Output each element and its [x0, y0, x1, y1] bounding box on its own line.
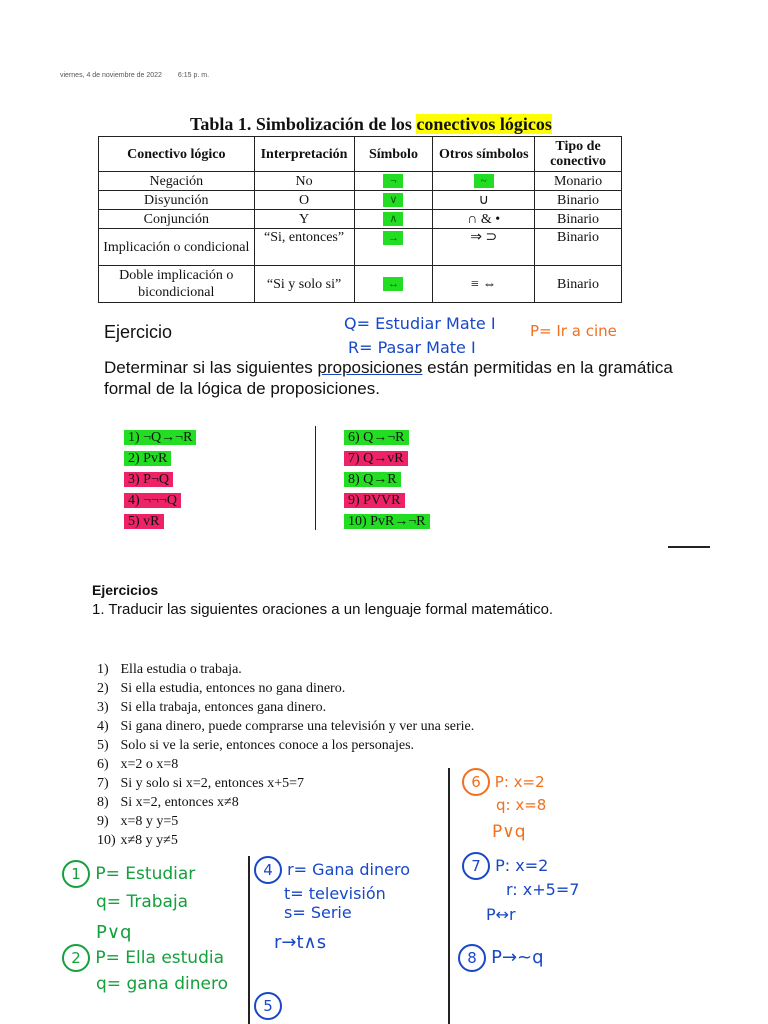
answer-number: 7 — [462, 852, 490, 880]
table-cell: “Si y solo si” — [254, 266, 354, 303]
table-cell: Binario — [535, 210, 622, 229]
list-item — [344, 428, 430, 448]
list-item: 1) Ella estudia o trabaja. — [97, 662, 242, 677]
exercise-item-invalid: 5) vR — [124, 514, 164, 529]
exercise-heading: Ejercicio — [104, 322, 173, 342]
list-item — [124, 470, 196, 490]
table-cell: Binario — [535, 191, 622, 210]
connectives-table — [98, 136, 622, 303]
list-item — [344, 512, 430, 532]
exercise-text-start: Determinar si las siguientes — [104, 358, 318, 377]
symbol-cell: ↔ — [383, 277, 403, 291]
exercises-instruction: 1. Traducir las siguientes oraciones a un lenguaje formal matemático. — [92, 601, 554, 618]
answer-5 — [254, 992, 282, 1020]
table-row — [99, 210, 622, 229]
exercise-item-valid: 6) Q→¬R — [344, 430, 409, 445]
list-item — [124, 449, 196, 469]
table-cell: ∪ — [433, 191, 535, 210]
table-cell: Implicación o condicional — [99, 229, 255, 266]
answer-number: 6 — [462, 768, 490, 796]
table-cell: No — [254, 172, 354, 191]
list-item — [344, 470, 430, 490]
handwritten-note-q: Q= Estudiar Mate I — [344, 314, 496, 333]
table-cell — [354, 172, 433, 191]
ink-stroke — [668, 546, 710, 548]
symbol-cell: ∧ — [383, 212, 403, 226]
exercise-list-left — [124, 428, 196, 533]
table-cell — [354, 266, 433, 303]
table-header: Símbolo — [354, 137, 433, 172]
column-divider — [315, 426, 316, 530]
list-item — [124, 491, 196, 511]
handwritten-note-r: R= Pasar Mate I — [348, 338, 476, 357]
sentence-list — [97, 660, 474, 850]
list-item: 3) Si ella trabaja, entonces gana dinero. — [97, 700, 327, 715]
list-item: 10) x≠8 y y≠5 — [97, 833, 178, 848]
list-item: 6) x=2 o x=8 — [97, 757, 179, 772]
table-cell: Binario — [535, 266, 622, 303]
table-cell: Y — [254, 210, 354, 229]
exercise-item-invalid: 4) ¬¬¬Q — [124, 493, 181, 508]
exercise-item-invalid: 3) P¬Q — [124, 472, 173, 487]
list-item: 2) Si ella estudia, entonces no gana dinero. — [97, 681, 346, 696]
exercise-item-invalid: 9) PVVR — [344, 493, 405, 508]
handwritten-note-p: P= Ir a cine — [530, 322, 617, 340]
list-item: 5) Solo si ve la serie, entonces conoce a los personajes. — [97, 738, 415, 753]
list-item — [124, 428, 196, 448]
answer-number: 8 — [458, 944, 486, 972]
list-item: 8) Si x=2, entonces x≠8 — [97, 795, 239, 810]
exercises-heading: Ejercicios — [92, 582, 159, 598]
ink-divider — [448, 768, 450, 1024]
table-cell: ≡ ⇔ — [433, 266, 535, 303]
table-header: Conectivo lógico — [99, 137, 255, 172]
table-row — [99, 191, 622, 210]
exercise-item-valid: 10) PvR→¬R — [344, 514, 430, 529]
table-cell — [433, 172, 535, 191]
answer-number: 5 — [254, 992, 282, 1020]
note-timestamp — [60, 72, 209, 79]
answer-7: 7 P: x=2 r: x+5=7 P↔r — [462, 852, 579, 924]
table-row — [99, 266, 622, 303]
symbol-cell: → — [383, 231, 403, 245]
table-cell: O — [254, 191, 354, 210]
answer-6: 6 P: x=2 q: x=8 P∨q — [462, 768, 546, 842]
answer-2: 2 P= Ella estudia q= gana dinero — [62, 944, 228, 994]
table-cell: ⇒ ⊃ — [433, 229, 535, 266]
list-item: 9) x=8 y y=5 — [97, 814, 179, 829]
answer-4: 4 r= Gana dinero t= televisión s= Serie r→t∧s — [254, 856, 410, 953]
note-time: 6:15 p. m. — [177, 72, 210, 79]
table-header: Otros símbolos — [433, 137, 535, 172]
table-cell: “Si, entonces” — [254, 229, 354, 266]
answer-8: 8 P→~q — [458, 944, 544, 972]
table-title-highlight: conectivos lógicos — [416, 114, 552, 134]
table-cell: Monario — [535, 172, 622, 191]
table-cell: Disyunción — [99, 191, 255, 210]
table-title-prefix: Tabla 1. Simbolización de los — [190, 114, 417, 134]
exercise-instruction — [104, 357, 704, 399]
table-cell — [354, 229, 433, 266]
answer-number: 4 — [254, 856, 282, 884]
answer-number: 1 — [62, 860, 90, 888]
table-header: Interpretación — [254, 137, 354, 172]
exercise-text-end: están permitidas en la gramática formal de la lógica de proposiciones. — [104, 358, 673, 398]
exercise-text-underlined: proposiciones — [317, 358, 423, 377]
note-date: viernes, 4 de noviembre de 2022 — [60, 72, 162, 79]
table-row — [99, 172, 622, 191]
exercise-item-valid: 2) PvR — [124, 451, 171, 466]
exercise-item-invalid: 7) Q→vR — [344, 451, 408, 466]
table-cell: Doble implicación o bicondicional — [99, 266, 255, 303]
list-item: 4) Si gana dinero, puede comprarse una televisión y ver una serie. — [97, 719, 475, 734]
symbol-cell: ∨ — [383, 193, 403, 207]
list-item — [344, 449, 430, 469]
table-title — [190, 114, 552, 135]
table-cell: Negación — [99, 172, 255, 191]
table-header: Tipo de conectivo — [535, 137, 622, 172]
symbol-cell: ¬ — [383, 174, 403, 188]
table-cell — [354, 210, 433, 229]
answer-1: 1 P= Estudiar q= Trabaja P∨q — [62, 860, 195, 943]
exercise-item-valid: 1) ¬Q→¬R — [124, 430, 196, 445]
table-cell: ∩ & • — [433, 210, 535, 229]
answer-number: 2 — [62, 944, 90, 972]
list-item — [124, 512, 196, 532]
other-symbol-cell: ~ — [474, 174, 494, 188]
table-cell: Conjunción — [99, 210, 255, 229]
list-item — [344, 491, 430, 511]
table-row — [99, 229, 622, 266]
table-cell: Binario — [535, 229, 622, 266]
table-cell — [354, 191, 433, 210]
exercise-item-valid: 8) Q→R — [344, 472, 401, 487]
exercise-list-right — [344, 428, 430, 533]
table-header-row — [99, 137, 622, 172]
ink-divider — [248, 856, 250, 1024]
list-item: 7) Si y solo si x=2, entonces x+5=7 — [97, 776, 305, 791]
